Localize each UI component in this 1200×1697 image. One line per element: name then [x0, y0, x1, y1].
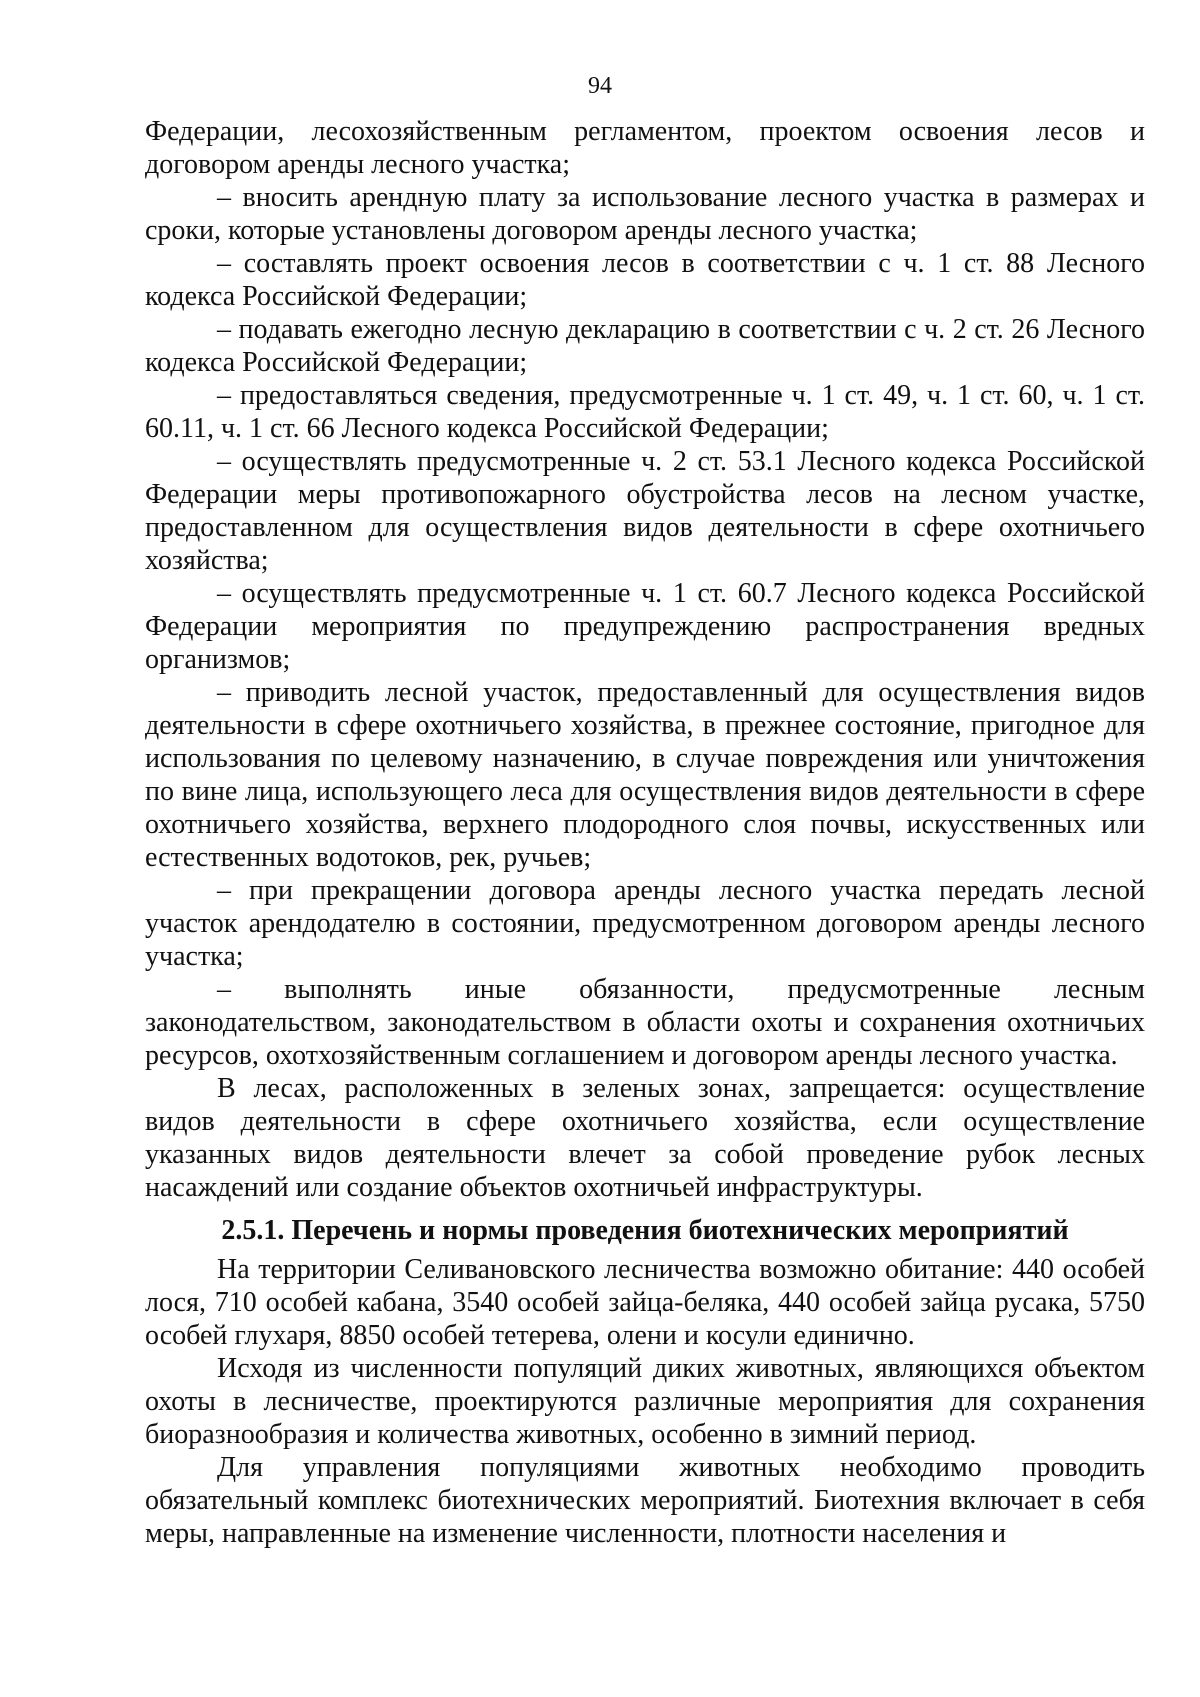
list-item-other-duties: – выполнять иные обязанности, предусмотренные лесным законодательством, законодательством в области охоты и сохранения охотничьих ресурсов, охотхозяйственным соглашением и договором аренды лесного участка.: [145, 974, 1145, 1071]
paragraph-green-zones: В лесах, расположенных в зеленых зонах, запрещается: осуществление видов деятельности в сфере охотничьего хозяйства, если осуществление указанных видов деятельности влечет за собой проведение рубок лесных насаждений или создание объектов охотничьей инфраструктуры.: [145, 1073, 1145, 1203]
paragraph-population: На территории Селивановского лесничества возможно обитание: 440 особей лося, 710 особей кабана, 3540 особей зайца-беляка, 440 особей зайца русака, 5750 особей глухаря, 8850 особей тетерева, олени и косули единично.: [145, 1254, 1145, 1351]
paragraph-measures: Исходя из численности популяций диких животных, являющихся объектом охоты в лесничестве, проектируются различные мероприятия для сохранения биоразнообразия и количества животных, особенно в зимний период.: [145, 1353, 1145, 1450]
list-item-pest-measures: – осуществлять предусмотренные ч. 1 ст. 60.7 Лесного кодекса Российской Федерации мероприятия по предупреждению распространения вредных организмов;: [145, 578, 1145, 675]
list-item-return-plot: – при прекращении договора аренды лесного участка передать лесной участок арендодателю в состоянии, предусмотренном договором аренды лесного участка;: [145, 875, 1145, 972]
list-item-restoration: – приводить лесной участок, предоставленный для осуществления видов деятельности в сфере охотничьего хозяйства, в прежнее состояние, пригодное для использования по целевому назначению, в случае повреждения или уничтожения по вине лица, использующего леса для осуществления видов деятельности в сфере охотничьего хозяйства, верхнего плодородного слоя почвы, искусственных или естественных водотоков, рек, ручьев;: [145, 677, 1145, 873]
section-heading: 2.5.1. Перечень и нормы проведения биотехнических мероприятий: [221, 1215, 1069, 1246]
paragraph-continuation: Федерации, лесохозяйственным регламентом, проектом освоения лесов и договором аренды лесного участка;: [145, 116, 1145, 180]
list-item-rent: – вносить арендную плату за использование лесного участка в размерах и сроки, которые установлены договором аренды лесного участка;: [145, 182, 1145, 246]
list-item-information: – предоставляться сведения, предусмотренные ч. 1 ст. 49, ч. 1 ст. 60, ч. 1 ст. 60.11, ч. 1 ст. 66 Лесного кодекса Российской Федерации;: [145, 380, 1145, 444]
document-body: [145, 115, 1145, 1550]
list-item-declaration: – подавать ежегодно лесную декларацию в соответствии с ч. 2 ст. 26 Лесного кодекса Российской Федерации;: [145, 314, 1145, 378]
page-number: 94: [588, 73, 612, 99]
list-item-project: – составлять проект освоения лесов в соответствии с ч. 1 ст. 88 Лесного кодекса Российской Федерации;: [145, 248, 1145, 312]
list-item-fire-measures: – осуществлять предусмотренные ч. 2 ст. 53.1 Лесного кодекса Российской Федерации меры противопожарного обустройства лесов на лесном участке, предоставленном для осуществления видов деятельности в сфере охотничьего хозяйства;: [145, 446, 1145, 576]
paragraph-biotechnics: Для управления популяциями животных необходимо проводить обязательный комплекс биотехнических мероприятий. Биотехния включает в себя меры, направленные на изменение численности, плотности населения и: [145, 1452, 1145, 1549]
